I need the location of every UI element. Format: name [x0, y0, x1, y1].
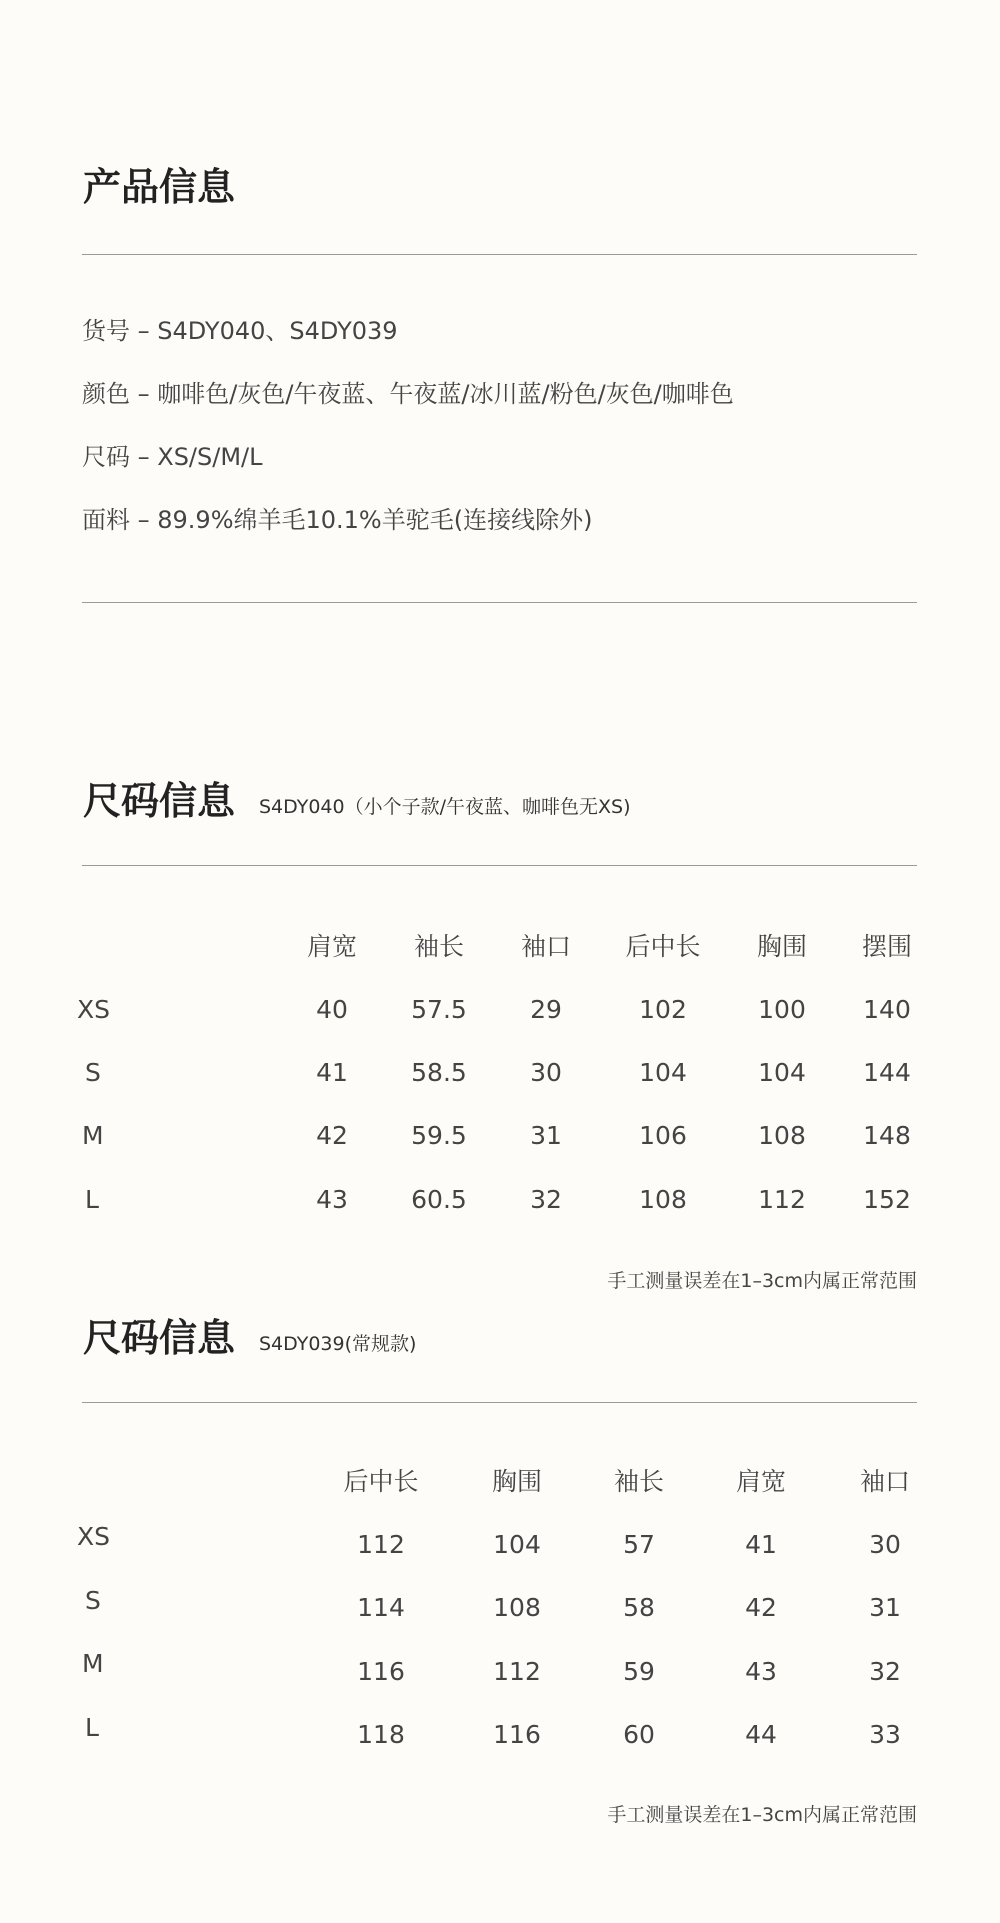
- product-info-title: 产品信息: [83, 165, 236, 209]
- row-label: M: [82, 1121, 104, 1150]
- column-header: 后中长: [625, 932, 701, 961]
- size-info-title: 尺码信息: [83, 1316, 236, 1360]
- table-cell: 33: [869, 1720, 901, 1749]
- table-cell: 144: [863, 1058, 911, 1087]
- table-cell: 60.5: [411, 1185, 467, 1214]
- measurement-note: 手工测量误差在1–3cm内属正常范围: [607, 1804, 917, 1826]
- row-label: L: [85, 1185, 99, 1214]
- table-cell: 104: [639, 1058, 687, 1087]
- table-cell: 106: [639, 1121, 687, 1150]
- table-cell: 116: [493, 1720, 541, 1749]
- table-cell: 32: [530, 1185, 562, 1214]
- table-cell: 42: [316, 1121, 348, 1150]
- row-label: L: [85, 1713, 99, 1742]
- table-cell: 41: [745, 1530, 777, 1559]
- table-cell: 112: [758, 1185, 806, 1214]
- table-cell: 148: [863, 1121, 911, 1150]
- table-cell: 41: [316, 1058, 348, 1087]
- column-header: 肩宽: [735, 1467, 786, 1496]
- table-cell: 116: [357, 1657, 405, 1686]
- column-header: 胸围: [756, 932, 807, 961]
- product-sku: 货号 – S4DY040、S4DY039: [82, 317, 398, 345]
- product-sizes: 尺码 – XS/S/M/L: [82, 443, 263, 471]
- table-cell: 112: [357, 1530, 405, 1559]
- table-cell: 104: [493, 1530, 541, 1559]
- table-cell: 32: [869, 1657, 901, 1686]
- table-cell: 118: [357, 1720, 405, 1749]
- column-header: 袖口: [859, 1467, 910, 1496]
- size-info-subtitle: S4DY040（小个子款/午夜蓝、咖啡色无XS): [259, 796, 631, 818]
- table-cell: 57: [623, 1530, 655, 1559]
- table-cell: 31: [530, 1121, 562, 1150]
- table-cell: 100: [758, 995, 806, 1024]
- table-cell: 42: [745, 1593, 777, 1622]
- table-cell: 108: [493, 1593, 541, 1622]
- table-cell: 58.5: [411, 1058, 467, 1087]
- measurement-note: 手工测量误差在1–3cm内属正常范围: [607, 1270, 917, 1292]
- table-cell: 140: [863, 995, 911, 1024]
- row-label: XS: [77, 995, 110, 1024]
- row-label: S: [85, 1586, 101, 1615]
- row-label: S: [85, 1058, 101, 1087]
- table-cell: 59.5: [411, 1121, 467, 1150]
- table-cell: 43: [745, 1657, 777, 1686]
- table-cell: 108: [758, 1121, 806, 1150]
- row-label: M: [82, 1649, 104, 1678]
- column-header: 摆围: [861, 932, 912, 961]
- column-header: 胸围: [491, 1467, 542, 1496]
- size-info-subtitle: S4DY039(常规款): [259, 1333, 417, 1355]
- table-cell: 152: [863, 1185, 911, 1214]
- size-info-title: 尺码信息: [83, 779, 236, 823]
- table-cell: 30: [869, 1530, 901, 1559]
- divider: [82, 1402, 917, 1403]
- table-cell: 112: [493, 1657, 541, 1686]
- table-cell: 31: [869, 1593, 901, 1622]
- table-cell: 60: [623, 1720, 655, 1749]
- table-cell: 29: [530, 995, 562, 1024]
- product-colors: 颜色 – 咖啡色/灰色/午夜蓝、午夜蓝/冰川蓝/粉色/灰色/咖啡色: [82, 380, 734, 408]
- table-cell: 30: [530, 1058, 562, 1087]
- column-header: 肩宽: [306, 932, 357, 961]
- product-fabric: 面料 – 89.9%绵羊毛10.1%羊驼毛(连接线除外): [82, 506, 593, 534]
- row-label: XS: [77, 1522, 110, 1551]
- table-cell: 108: [639, 1185, 687, 1214]
- column-header: 后中长: [343, 1467, 419, 1496]
- table-cell: 57.5: [411, 995, 467, 1024]
- table-cell: 59: [623, 1657, 655, 1686]
- table-cell: 104: [758, 1058, 806, 1087]
- divider: [82, 602, 917, 603]
- table-cell: 114: [357, 1593, 405, 1622]
- divider: [82, 254, 917, 255]
- divider: [82, 865, 917, 866]
- table-cell: 40: [316, 995, 348, 1024]
- column-header: 袖口: [520, 932, 571, 961]
- table-cell: 102: [639, 995, 687, 1024]
- table-cell: 58: [623, 1593, 655, 1622]
- column-header: 袖长: [613, 1467, 664, 1496]
- table-cell: 44: [745, 1720, 777, 1749]
- table-cell: 43: [316, 1185, 348, 1214]
- column-header: 袖长: [413, 932, 464, 961]
